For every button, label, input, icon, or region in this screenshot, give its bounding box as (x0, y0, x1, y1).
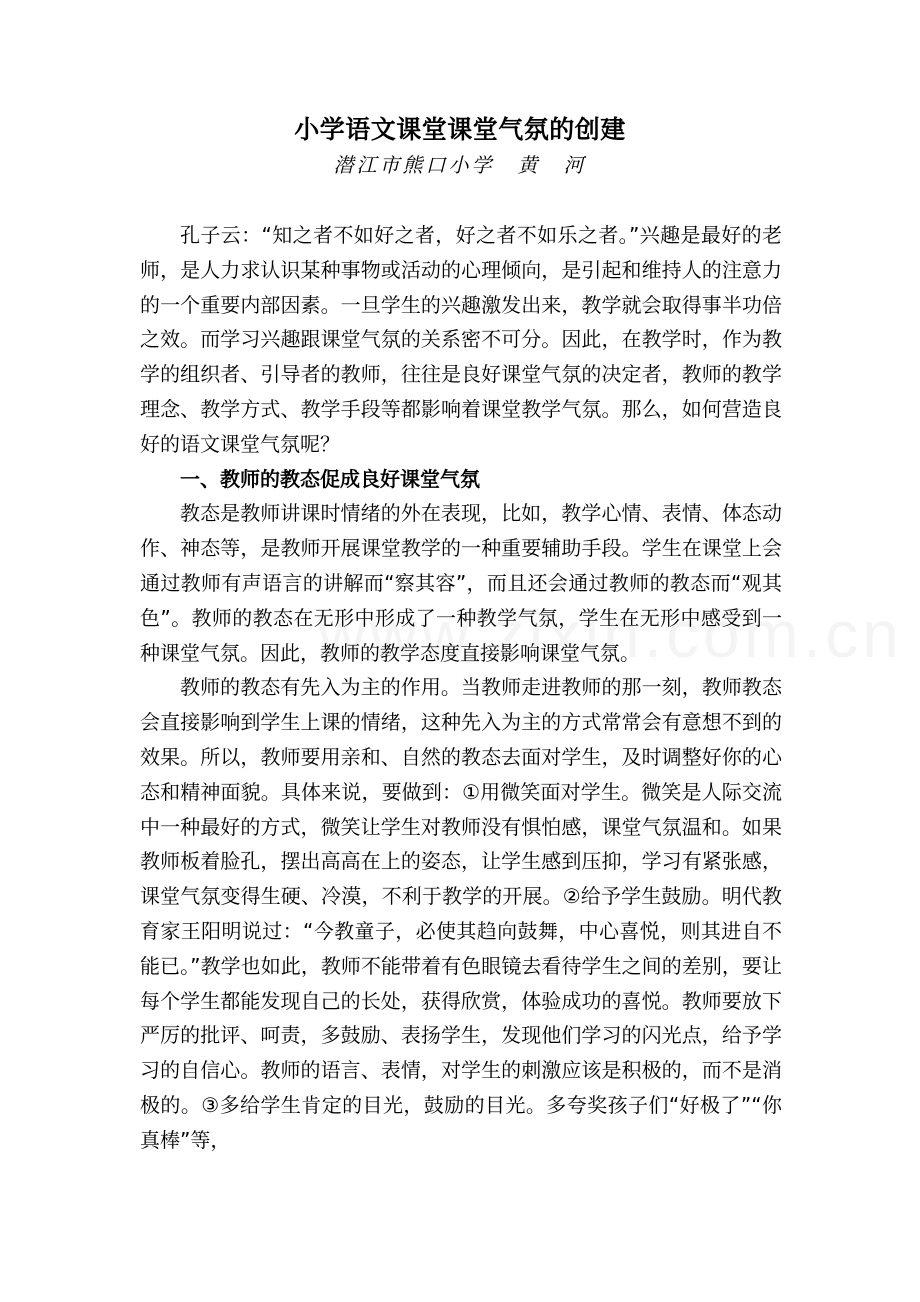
document-byline: 潜江市熊口小学 黄 河 (333, 153, 587, 177)
paragraph-intro: 孔子云：“知之者不如好之者，好之者不如乐之者。”兴趣是最好的老师，是人力求认识某种事物或活动的心理倾向，是引起和维持人的注意力的一个重要内部因素。一旦学生的兴趣激发出来，教学就会取得事半功倍之效。而学习兴趣跟课堂气氛的关系密不可分。因此，在教学时，作为教学的组织者、引导者的教师，往往是良好课堂气氛的决定者，教师的教学理念、教学方式、教学手段等都影响着课堂教学气氛。那么，如何营造良好的语文课堂气氛呢？ (140, 223, 782, 456)
document-body (140, 218, 782, 1158)
paragraph-teaching-manner: 教态是教师讲课时情绪的外在表现，比如，教学心情、表情、体态动作、神态等，是教师开展课堂教学的一种重要辅助手段。学生在课堂上会通过教师有声语言的讲解而“察其容”，而且还会通过教师的教态而“观其色”。教师的教态在无形中形成了一种教学气氛，学生在无形中感受到一种课堂气氛。因此，教师的教学态度直接影响课堂气氛。 (140, 501, 782, 665)
document-title: 小学语文课堂课堂气氛的创建 (294, 115, 626, 144)
section-heading-1: 一、教师的教态促成良好课堂气氛 (180, 466, 480, 491)
paragraph-first-impression: 教师的教态有先入为主的作用。当教师走进教师的那一刻，教师教态会直接影响到学生上课的情绪，这种先入为主的方式常常会有意想不到的效果。所以，教师要用亲和、自然的教态去面对学生，及时调整好你的心态和精神面貌。具体来说，要做到：①用微笑面对学生。微笑是人际交流中一种最好的方式，微笑让学生对教师没有惧怕感，课堂气氛温和。如果教师板着脸孔，摆出高高在上的姿态，让学生感到压抑，学习有紧张感，课堂气氛变得生硬、冷漠，不利于教学的开展。②给予学生鼓励。明代教育家王阳明说过：“今教童子，必使其趋向鼓舞，中心喜悦，则其进自不能已。”教学也如此，教师不能带着有色眼镜去看待学生之间的差别，要让每个学生都能发现自己的长处，获得欣赏，体验成功的喜悦。教师要放下严厉的批评、呵责，多鼓励、表扬学生，发现他们学习的闪光点，给予学习的自信心。教师的语言、表情，对学生的刺激应该是积极的，而不是消极的。③多给学生肯定的目光，鼓励的目光。多夸奖孩子们“好极了”“你真棒”等， (140, 675, 782, 1152)
